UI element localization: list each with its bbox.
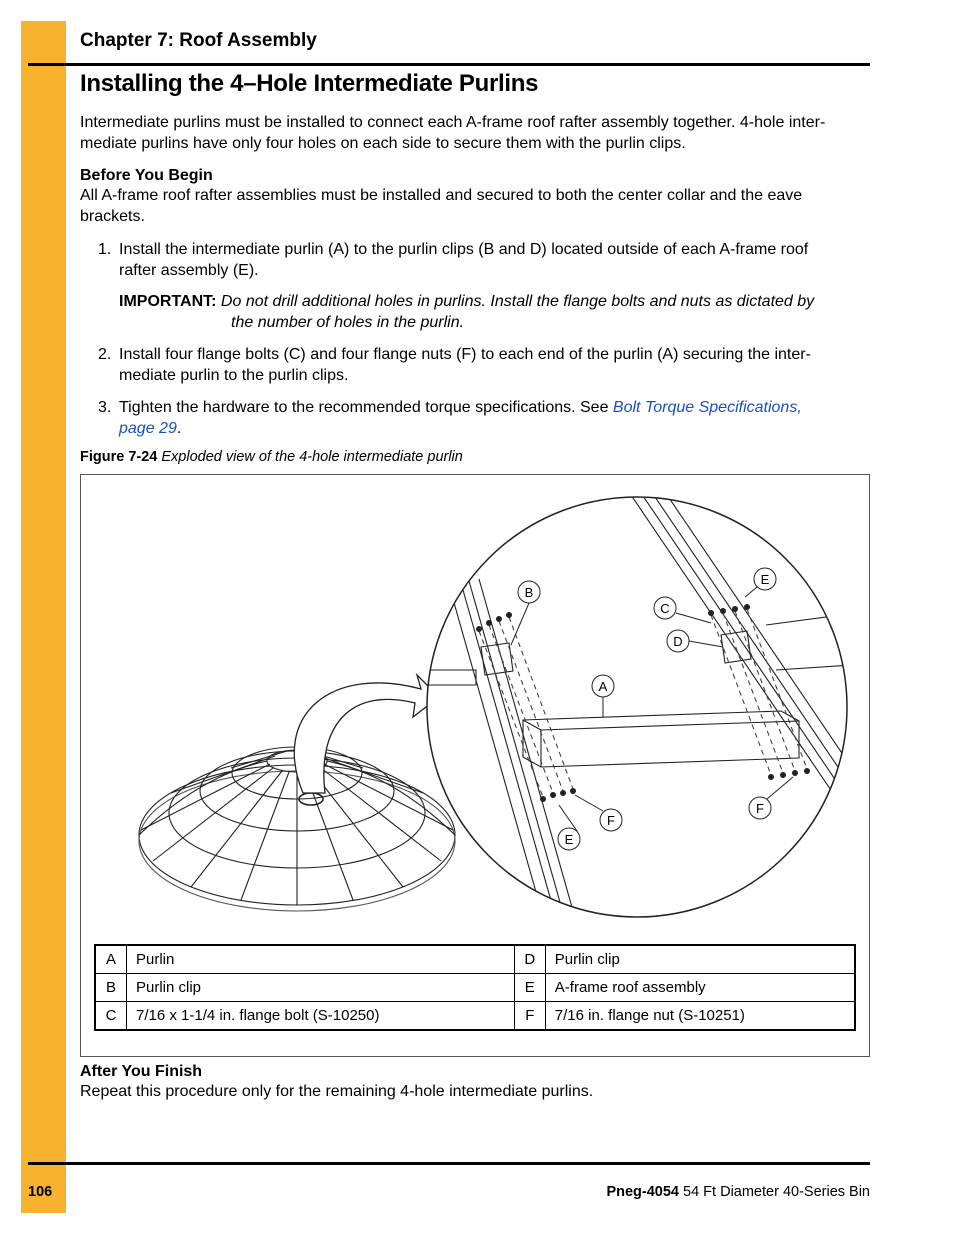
callout-label: F <box>607 813 615 828</box>
legend-value: Purlin clip <box>545 945 855 974</box>
step-line: rafter assembly (E). <box>119 262 259 279</box>
important-text-2: the number of holes in the purlin. <box>231 314 465 331</box>
figure-description: Exploded view of the 4-hole intermediate purlin <box>157 449 463 465</box>
step-text <box>98 344 868 386</box>
important-text: Do not drill additional holes in purlins. Install the flange bolts and nuts as dictated by <box>216 293 815 310</box>
important-note <box>119 291 864 333</box>
callout-label: C <box>660 601 670 616</box>
bolt-torque-link[interactable]: Bolt Torque Specifications, <box>612 399 802 416</box>
step-end: . <box>176 420 182 437</box>
step-line: mediate purlin to the purlin clips. <box>119 367 349 384</box>
legend-key: D <box>514 945 545 974</box>
legend-key: F <box>514 1002 545 1031</box>
legend-key: C <box>95 1002 127 1031</box>
document-title: 54 Ft Diameter 40-Series Bin <box>679 1184 870 1200</box>
step-text <box>98 397 868 439</box>
arrow-icon <box>294 675 439 793</box>
intro-line-2: mediate purlins have only four holes on each side to secure them with the purlin clips. <box>80 135 686 152</box>
table-row <box>95 1002 855 1031</box>
step-number: 1. <box>98 241 112 258</box>
callout-label: E <box>564 832 574 847</box>
legend-key: E <box>514 974 545 1002</box>
important-label: IMPORTANT: <box>119 293 217 310</box>
callout-label: D <box>673 634 683 649</box>
document-id: Pneg-4054 <box>606 1184 679 1200</box>
purlin-exploded-illustration <box>81 475 869 943</box>
page-number: 106 <box>28 1184 53 1200</box>
before-line-1: All A-frame roof rafter assemblies must be installed and secured to both the center collar and the eave <box>80 187 803 204</box>
step-line: Tighten the hardware to the recommended torque specifications. See <box>119 399 613 416</box>
page-title: Installing the 4–Hole Intermediate Purlins <box>80 70 539 97</box>
legend-value: Purlin clip <box>127 974 515 1002</box>
step-number: 2. <box>98 346 112 363</box>
zoom-detail-circle <box>427 497 847 917</box>
step-3 <box>98 397 868 439</box>
chapter-heading: Chapter 7: Roof Assembly <box>80 30 317 51</box>
chapter-sidebar-bar <box>21 21 66 1213</box>
legend-value: Purlin <box>127 945 515 974</box>
footer-document <box>606 1184 870 1200</box>
step-line: Install the intermediate purlin (A) to the purlin clips (B and D) located outside of each A-frame roof <box>119 241 809 258</box>
parts-legend-table <box>94 944 856 1031</box>
step-line: Install four flange bolts (C) and four flange nuts (F) to each end of the purlin (A) securing the inter- <box>119 346 811 363</box>
callout-label: E <box>760 572 770 587</box>
intro-line-1: Intermediate purlins must be installed to connect each A-frame roof rafter assembly together. 4-hole inter- <box>80 114 826 131</box>
header-rule <box>28 63 870 66</box>
step-1 <box>98 239 868 281</box>
before-line-2: brackets. <box>80 208 145 225</box>
callout-label: F <box>756 801 764 816</box>
callout-label: B <box>524 585 534 600</box>
step-number: 3. <box>98 399 112 416</box>
callout-label: A <box>598 679 608 694</box>
figure-number: Figure 7-24 <box>80 449 158 465</box>
step-2 <box>98 344 868 386</box>
legend-key: A <box>95 945 127 974</box>
intro-paragraph <box>80 112 870 154</box>
before-paragraph <box>80 185 870 227</box>
bolt-torque-page-link[interactable]: page 29 <box>119 420 177 437</box>
figure-caption <box>80 449 463 465</box>
table-row <box>95 974 855 1002</box>
step-text <box>98 239 868 281</box>
before-heading: Before You Begin <box>80 167 213 184</box>
after-heading: After You Finish <box>80 1063 203 1080</box>
after-paragraph: Repeat this procedure only for the remaining 4-hole intermediate purlins. <box>80 1083 594 1100</box>
legend-value: 7/16 x 1-1/4 in. flange bolt (S-10250) <box>127 1002 515 1031</box>
legend-value: 7/16 in. flange nut (S-10251) <box>545 1002 855 1031</box>
footer-rule <box>28 1162 870 1165</box>
legend-key: B <box>95 974 127 1002</box>
legend-value: A-frame roof assembly <box>545 974 855 1002</box>
table-row <box>95 945 855 974</box>
